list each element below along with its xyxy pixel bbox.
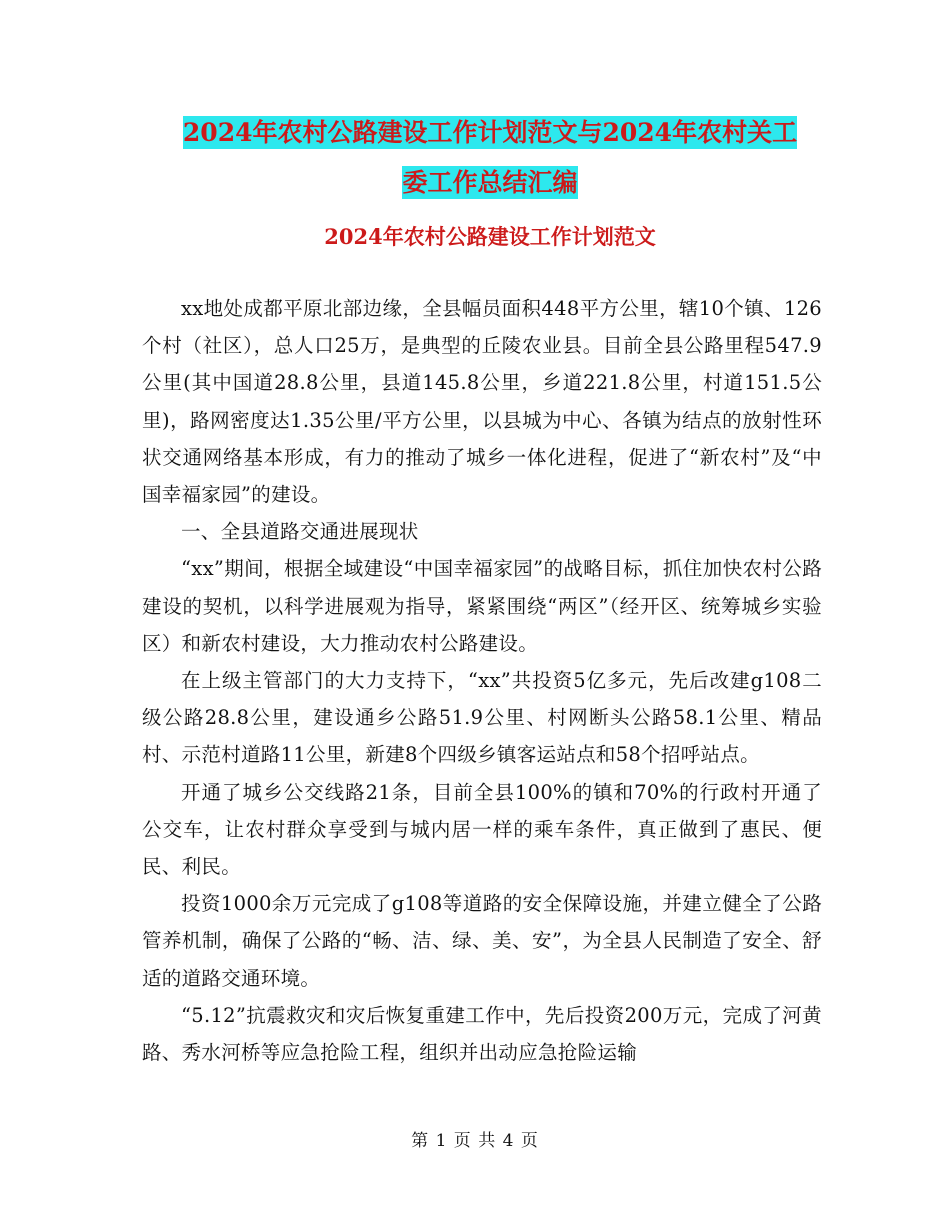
- page-footer: 第 1 页 共 4 页: [411, 1131, 539, 1151]
- paragraph: “5.12”抗震救灾和灾后恢复重建工作中，先后投资200万元，完成了河黄路、秀水河桥等应急抢险工程，组织并出动应急抢险运输: [142, 1003, 822, 1065]
- section-title: 2024年农村公路建设工作计划范文: [324, 224, 656, 249]
- paragraph: “xx”期间，根据全域建设“中国幸福家园”的战略目标，抓住加快农村公路建设的契机，以科学进展观为指导，紧紧围绕“两区”（经开区、统筹城乡实验区）和新农村建设，大力推动农村公路建设。: [142, 557, 822, 655]
- document-title: [140, 108, 840, 208]
- paragraph: 投资1000余万元完成了g108等道路的安全保障设施，并建立健全了公路管养机制，确保了公路的“畅、洁、绿、美、安”，为全县人民制造了安全、舒适的道路交通环境。: [142, 892, 822, 990]
- paragraph: xx地处成都平原北部边缘，全县幅员面积448平方公里，辖10个镇、126个村（社区），总人口25万，是典型的丘陵农业县。目前全县公路里程547.9公里(其中国道28.8公里，县道145.8公里，乡道221.8公里，村道151.5公里)，路网密度达1.35公里/平方公里，以县城为中心、各镇为结点的放射性环状交通网络基本形成，有力的推动了城乡一体化进程，促进了“新农村”及“中国幸福家园”的建设。: [142, 297, 822, 507]
- document-title-line1: 2024年农村公路建设工作计划范文与2024年农村关工: [182, 118, 798, 147]
- body-text: [142, 290, 822, 1071]
- paragraph: 在上级主管部门的大力支持下，“xx”共投资5亿多元，先后改建g108二级公路28.8公里，建设通乡公路51.9公里、村网断头公路58.1公里、精品村、示范村道路11公里，新建8个四级乡镇客运站点和58个招呼站点。: [142, 669, 822, 767]
- document-title-line2: 委工作总结汇编: [402, 168, 578, 197]
- paragraph: 开通了城乡公交线路21条，目前全县100%的镇和70%的行政村开通了公交车，让农村群众享受到与城内居一样的乘车条件，真正做到了惠民、便民、利民。: [142, 780, 822, 879]
- section-heading: 一、全县道路交通进展现状: [181, 520, 419, 544]
